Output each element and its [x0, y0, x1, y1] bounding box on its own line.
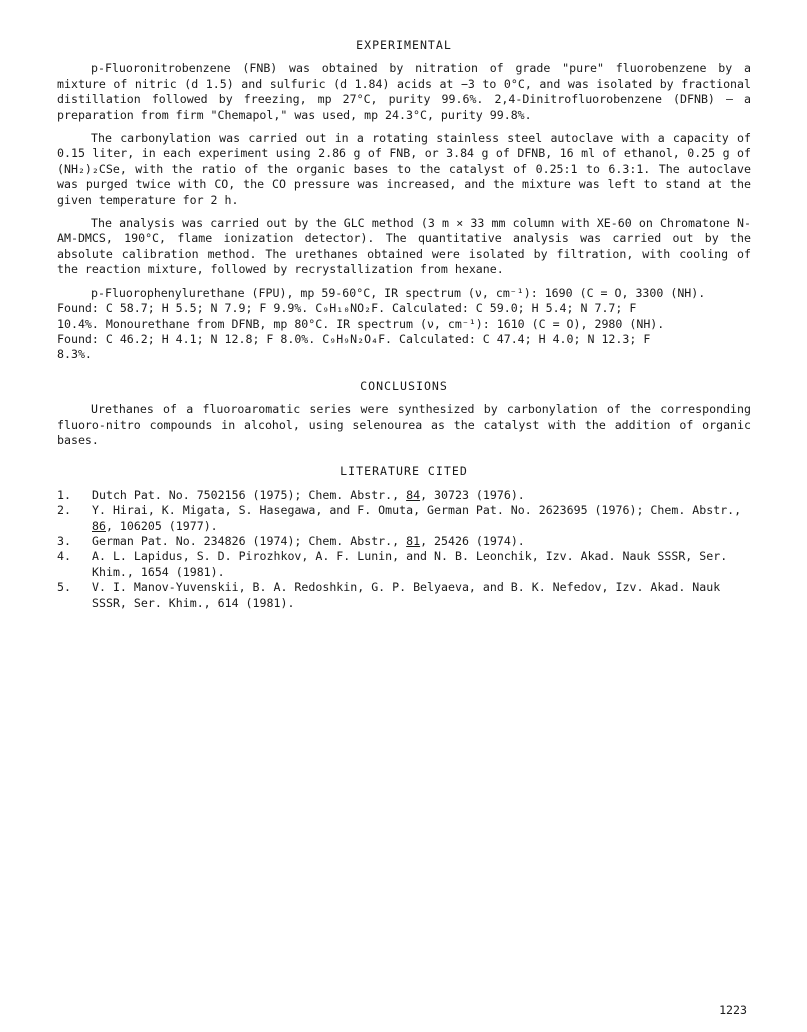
reference-main: A. L. Lapidus, S. D. Pirozhkov, A. F. Lunin, and N. B. Leonchik, Izv. Akad. Nauk SSSR, Ser. Khim., 1654 (1981). [92, 549, 728, 579]
reference-list [57, 488, 751, 611]
reference-volume: 86 [92, 518, 106, 533]
page-number: 1223 [719, 1002, 747, 1017]
experimental-paragraph-1: p-Fluoronitrobenzene (FNB) was obtained by nitration of grade "pure" fluorobenzene by a mixture of nitric (d 1.5) and sulfuric (d 1.84) acids at −3 to 0°C, and was isolated by fractional distillation followed by freezing, mp 27°C, purity 99.6%. 2,4-Dinitrofluorobenzene (DFNB) — a preparation from firm "Chemapol," was used, mp 24.3°C, purity 99.8%. [57, 61, 751, 122]
reference-main: Dutch Pat. No. 7502156 (1975); Chem. Abstr., [92, 487, 407, 502]
reference-main: V. I. Manov-Yuvenskii, B. A. Redoshkin, G. P. Belyaeva, and B. K. Nefedov, Izv. Akad. Nauk SSSR, Ser. Khim., 614 (1981). [92, 580, 721, 610]
reference-text [92, 503, 751, 534]
reference-main: German Pat. No. 234826 (1974); Chem. Abstr., [92, 533, 407, 548]
reference-item [57, 488, 751, 503]
reference-number: 2. [57, 503, 71, 518]
reference-main: Y. Hirai, K. Migata, S. Hasegawa, and F. Omuta, German Pat. No. 2623695 (1976); Chem. Abstr., [92, 503, 742, 518]
experimental-paragraph-4 [57, 286, 751, 363]
reference-volume: 81 [406, 533, 421, 548]
reference-tail: , 106205 (1977). [105, 518, 218, 533]
analysis-line: p-Fluorophenylurethane (FPU), mp 59-60°C, IR spectrum (ν, cm⁻¹): 1690 (C = O, 3300 (NH). [91, 285, 706, 300]
reference-number: 4. [57, 549, 71, 564]
reference-number: 5. [57, 580, 71, 595]
analysis-line: 10.4%. Monourethane from DFNB, mp 80°C. IR spectrum (ν, cm⁻¹): 1610 (C = O), 2980 (NH). [57, 316, 665, 331]
reference-item [57, 534, 751, 549]
literature-heading: LITERATURE CITED [340, 464, 468, 479]
analysis-line: Found: C 58.7; H 5.5; N 7.9; F 9.9%. C₉H₁₀NO₂F. Calculated: C 59.0; H 5.4; N 7.7; F [57, 301, 637, 316]
conclusions-paragraph: Urethanes of a fluoroaromatic series were synthesized by carbonylation of the corresponding fluoro-nitro compounds in alcohol, using selenourea as the catalyst with the addition of organic bases. [57, 402, 751, 447]
reference-number: 1. [57, 487, 71, 502]
paper-page [57, 38, 751, 611]
experimental-paragraph-3: The analysis was carried out by the GLC method (3 m × 33 mm column with XE-60 on Chromatone N-AM-DMCS, 190°C, flame ionization detector). The quantitative analysis was carried out by the absolute calibration method. The urethanes obtained were isolated by filtration, with cooling of the reaction mixture, followed by recrystallization from hexane. [57, 216, 751, 277]
reference-volume: 84 [406, 487, 421, 502]
reference-text [92, 580, 751, 611]
analysis-line: Found: C 46.2; H 4.1; N 12.8; F 8.0%. C₉H₉N₂O₄F. Calculated: C 47.4; H 4.0; N 12.3; F [57, 331, 651, 346]
experimental-heading: EXPERIMENTAL [356, 38, 452, 52]
analysis-line: 8.3%. [57, 347, 92, 362]
reference-item [57, 580, 751, 611]
reference-item [57, 549, 751, 580]
reference-tail: , 25426 (1974). [420, 533, 525, 548]
reference-text [92, 549, 751, 580]
reference-text [92, 488, 751, 503]
reference-tail: , 30723 (1976). [420, 487, 525, 502]
reference-number: 3. [57, 533, 71, 548]
experimental-paragraph-2: The carbonylation was carried out in a rotating stainless steel autoclave with a capacity of 0.15 liter, in each experiment using 2.86 g of FNB, or 3.84 g of DFNB, 16 ml of ethanol, 0.25 g of (NH₂)₂CSe, with the ratio of the organic bases to the catalyst of 0.25:1 to 6.3:1. The autoclave was purged twice with CO, the CO pressure was increased, and the mixture was left to stand at the given temperature for 2 h. [57, 131, 751, 207]
conclusions-heading: CONCLUSIONS [360, 378, 448, 393]
reference-item [57, 503, 751, 534]
reference-text [92, 534, 751, 549]
